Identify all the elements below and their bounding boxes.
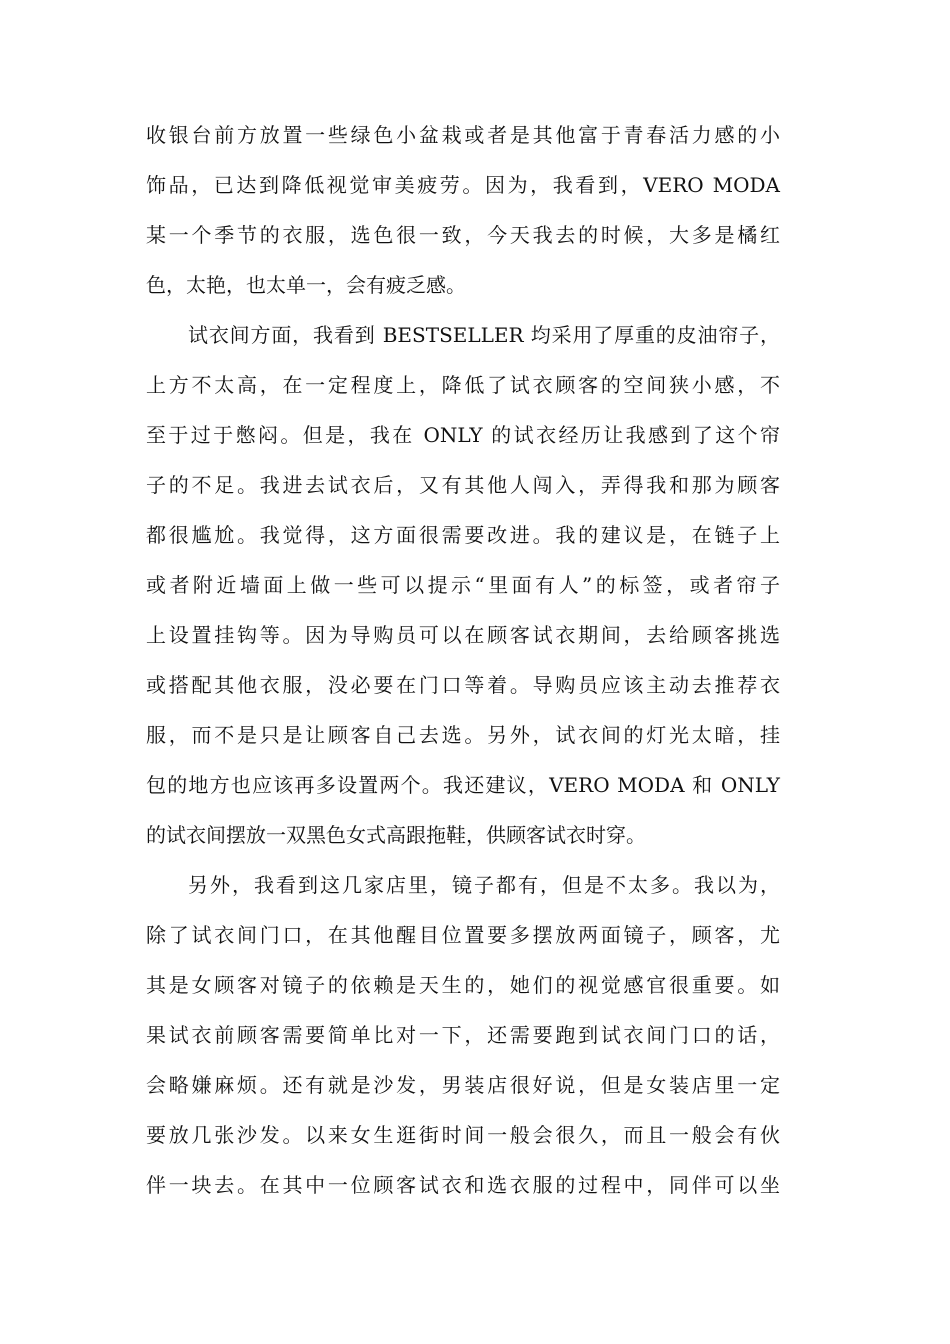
text-line: 试衣间方面，我看到 BESTSELLER 均采用了厚重的皮油帘子， xyxy=(188,323,780,347)
text-line: 其是女顾客对镜子的依赖是天生的，她们的视觉感官很重要。如 xyxy=(146,973,780,997)
text-line: 伴一块去。在其中一位顾客试衣和选衣服的过程中，同伴可以坐 xyxy=(146,1173,780,1197)
text-line: 包的地方也应该再多设置两个。我还建议，VERO MODA 和 ONLY xyxy=(146,773,780,797)
text-line: 饰品，已达到降低视觉审美疲劳。因为，我看到，VERO MODA xyxy=(146,173,780,197)
text-line: 除了试衣间门口，在其他醒目位置要多摆放两面镜子，顾客，尤 xyxy=(146,923,780,947)
text-line: 至于过于憋闷。但是，我在 ONLY 的试衣经历让我感到了这个帘 xyxy=(146,423,780,447)
text-line: 某一个季节的衣服，选色很一致，今天我去的时候，大多是橘红 xyxy=(146,223,780,247)
text-line: 都很尴尬。我觉得，这方面很需要改进。我的建议是，在链子上 xyxy=(146,523,780,547)
text-line: 子的不足。我进去试衣后，又有其他人闯入，弄得我和那为顾客 xyxy=(146,473,780,497)
text-line: 的试衣间摆放一双黑色女式高跟拖鞋，供顾客试衣时穿。 xyxy=(146,823,646,847)
text-line: 上方不太高，在一定程度上，降低了试衣顾客的空间狭小感，不 xyxy=(146,373,780,397)
text-line: 另外，我看到这几家店里，镜子都有，但是不太多。我以为， xyxy=(188,873,780,897)
text-line: 色，太艳，也太单一，会有疲乏感。 xyxy=(146,273,466,297)
text-line: 或者附近墙面上做一些可以提示“里面有人”的标签，或者帘子 xyxy=(146,573,780,597)
paragraph-3 xyxy=(146,860,780,1210)
text-line: 会略嫌麻烦。还有就是沙发，男装店很好说，但是女装店里一定 xyxy=(146,1073,780,1097)
text-line: 服，而不是只是让顾客自己去选。另外，试衣间的灯光太暗，挂 xyxy=(146,723,780,747)
paragraph-1 xyxy=(146,110,780,310)
text-line: 上设置挂钩等。因为导购员可以在顾客试衣期间，去给顾客挑选 xyxy=(146,623,780,647)
text-line: 要放几张沙发。以来女生逛街时间一般会很久，而且一般会有伙 xyxy=(146,1123,780,1147)
text-line: 或搭配其他衣服，没必要在门口等着。导购员应该主动去推荐衣 xyxy=(146,673,780,697)
text-line: 果试衣前顾客需要简单比对一下，还需要跑到试衣间门口的话， xyxy=(146,1023,780,1047)
paragraph-2 xyxy=(146,310,780,860)
document-body xyxy=(146,110,780,1210)
text-line: 收银台前方放置一些绿色小盆栽或者是其他富于青春活力感的小 xyxy=(146,123,780,147)
